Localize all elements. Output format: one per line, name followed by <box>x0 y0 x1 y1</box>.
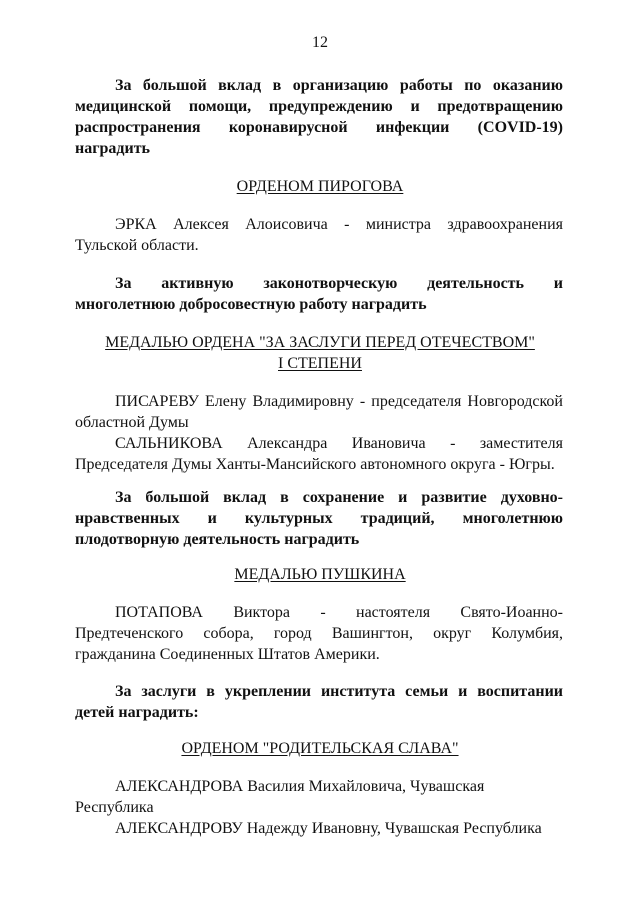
section-2-intro <box>75 273 563 315</box>
section-3-recipients <box>75 602 563 665</box>
section-2-award-heading <box>0 332 640 374</box>
section-4-recipients <box>75 776 563 839</box>
section-3-intro-text: За большой вклад в сохранение и развитие духовно-нравственных и культурных традиций, многолетнюю плодотворную деятельность наградить <box>75 489 563 548</box>
section-4-award-title: ОРДЕНОМ "РОДИТЕЛЬСКАЯ СЛАВА" <box>181 740 459 757</box>
section-1-recipients <box>75 214 563 256</box>
section-2-intro-text: За активную законотворческую деятельность и многолетнюю добросовестную работу наградить <box>75 275 563 313</box>
section-3-award-title: МЕДАЛЬЮ ПУШКИНА <box>234 566 406 583</box>
section-1-intro <box>75 75 563 159</box>
recipient-item: АЛЕКСАНДРОВА Василия Михайловича, Чувашская Республика <box>75 778 485 816</box>
section-2-recipients <box>75 391 563 475</box>
section-3-award-heading <box>0 564 640 585</box>
section-3-intro <box>75 487 563 550</box>
section-2-award-title-line2: I СТЕПЕНИ <box>278 355 362 372</box>
section-2-award-title-line1: МЕДАЛЬЮ ОРДЕНА "ЗА ЗАСЛУГИ ПЕРЕД ОТЕЧЕСТВОМ" <box>105 334 535 351</box>
section-4-award-heading <box>0 738 640 759</box>
section-1-award-heading <box>0 176 640 197</box>
recipient-item: САЛЬНИКОВА Александра Ивановича - заместителя Председателя Думы Ханты-Мансийского автономного округа - Югры. <box>75 435 563 473</box>
recipient-item: ЭРКА Алексея Алоисовича - министра здравоохранения Тульской области. <box>75 216 563 254</box>
recipient-item: АЛЕКСАНДРОВУ Надежду Ивановну, Чувашская Республика <box>115 820 542 837</box>
recipient-item: ПОТАПОВА Виктора - настоятеля Свято-Иоанно-Предтеченского собора, город Вашингтон, округ Колумбия, гражданина Соединенных Штатов Америки. <box>75 604 563 663</box>
section-1-intro-text: За большой вклад в организацию работы по оказанию медицинской помощи, предупреждению и предотвращению распространения коронавирусной инфекции (COVID-19) наградить <box>75 77 563 157</box>
section-4-intro <box>75 681 563 723</box>
section-1-award-title: ОРДЕНОМ ПИРОГОВА <box>236 178 404 195</box>
page-number: 12 <box>312 34 328 51</box>
section-4-intro-text: За заслуги в укреплении института семьи и воспитании детей наградить: <box>75 683 563 721</box>
recipient-item: ПИСАРЕВУ Елену Владимировну - председателя Новгородской областной Думы <box>75 393 563 431</box>
